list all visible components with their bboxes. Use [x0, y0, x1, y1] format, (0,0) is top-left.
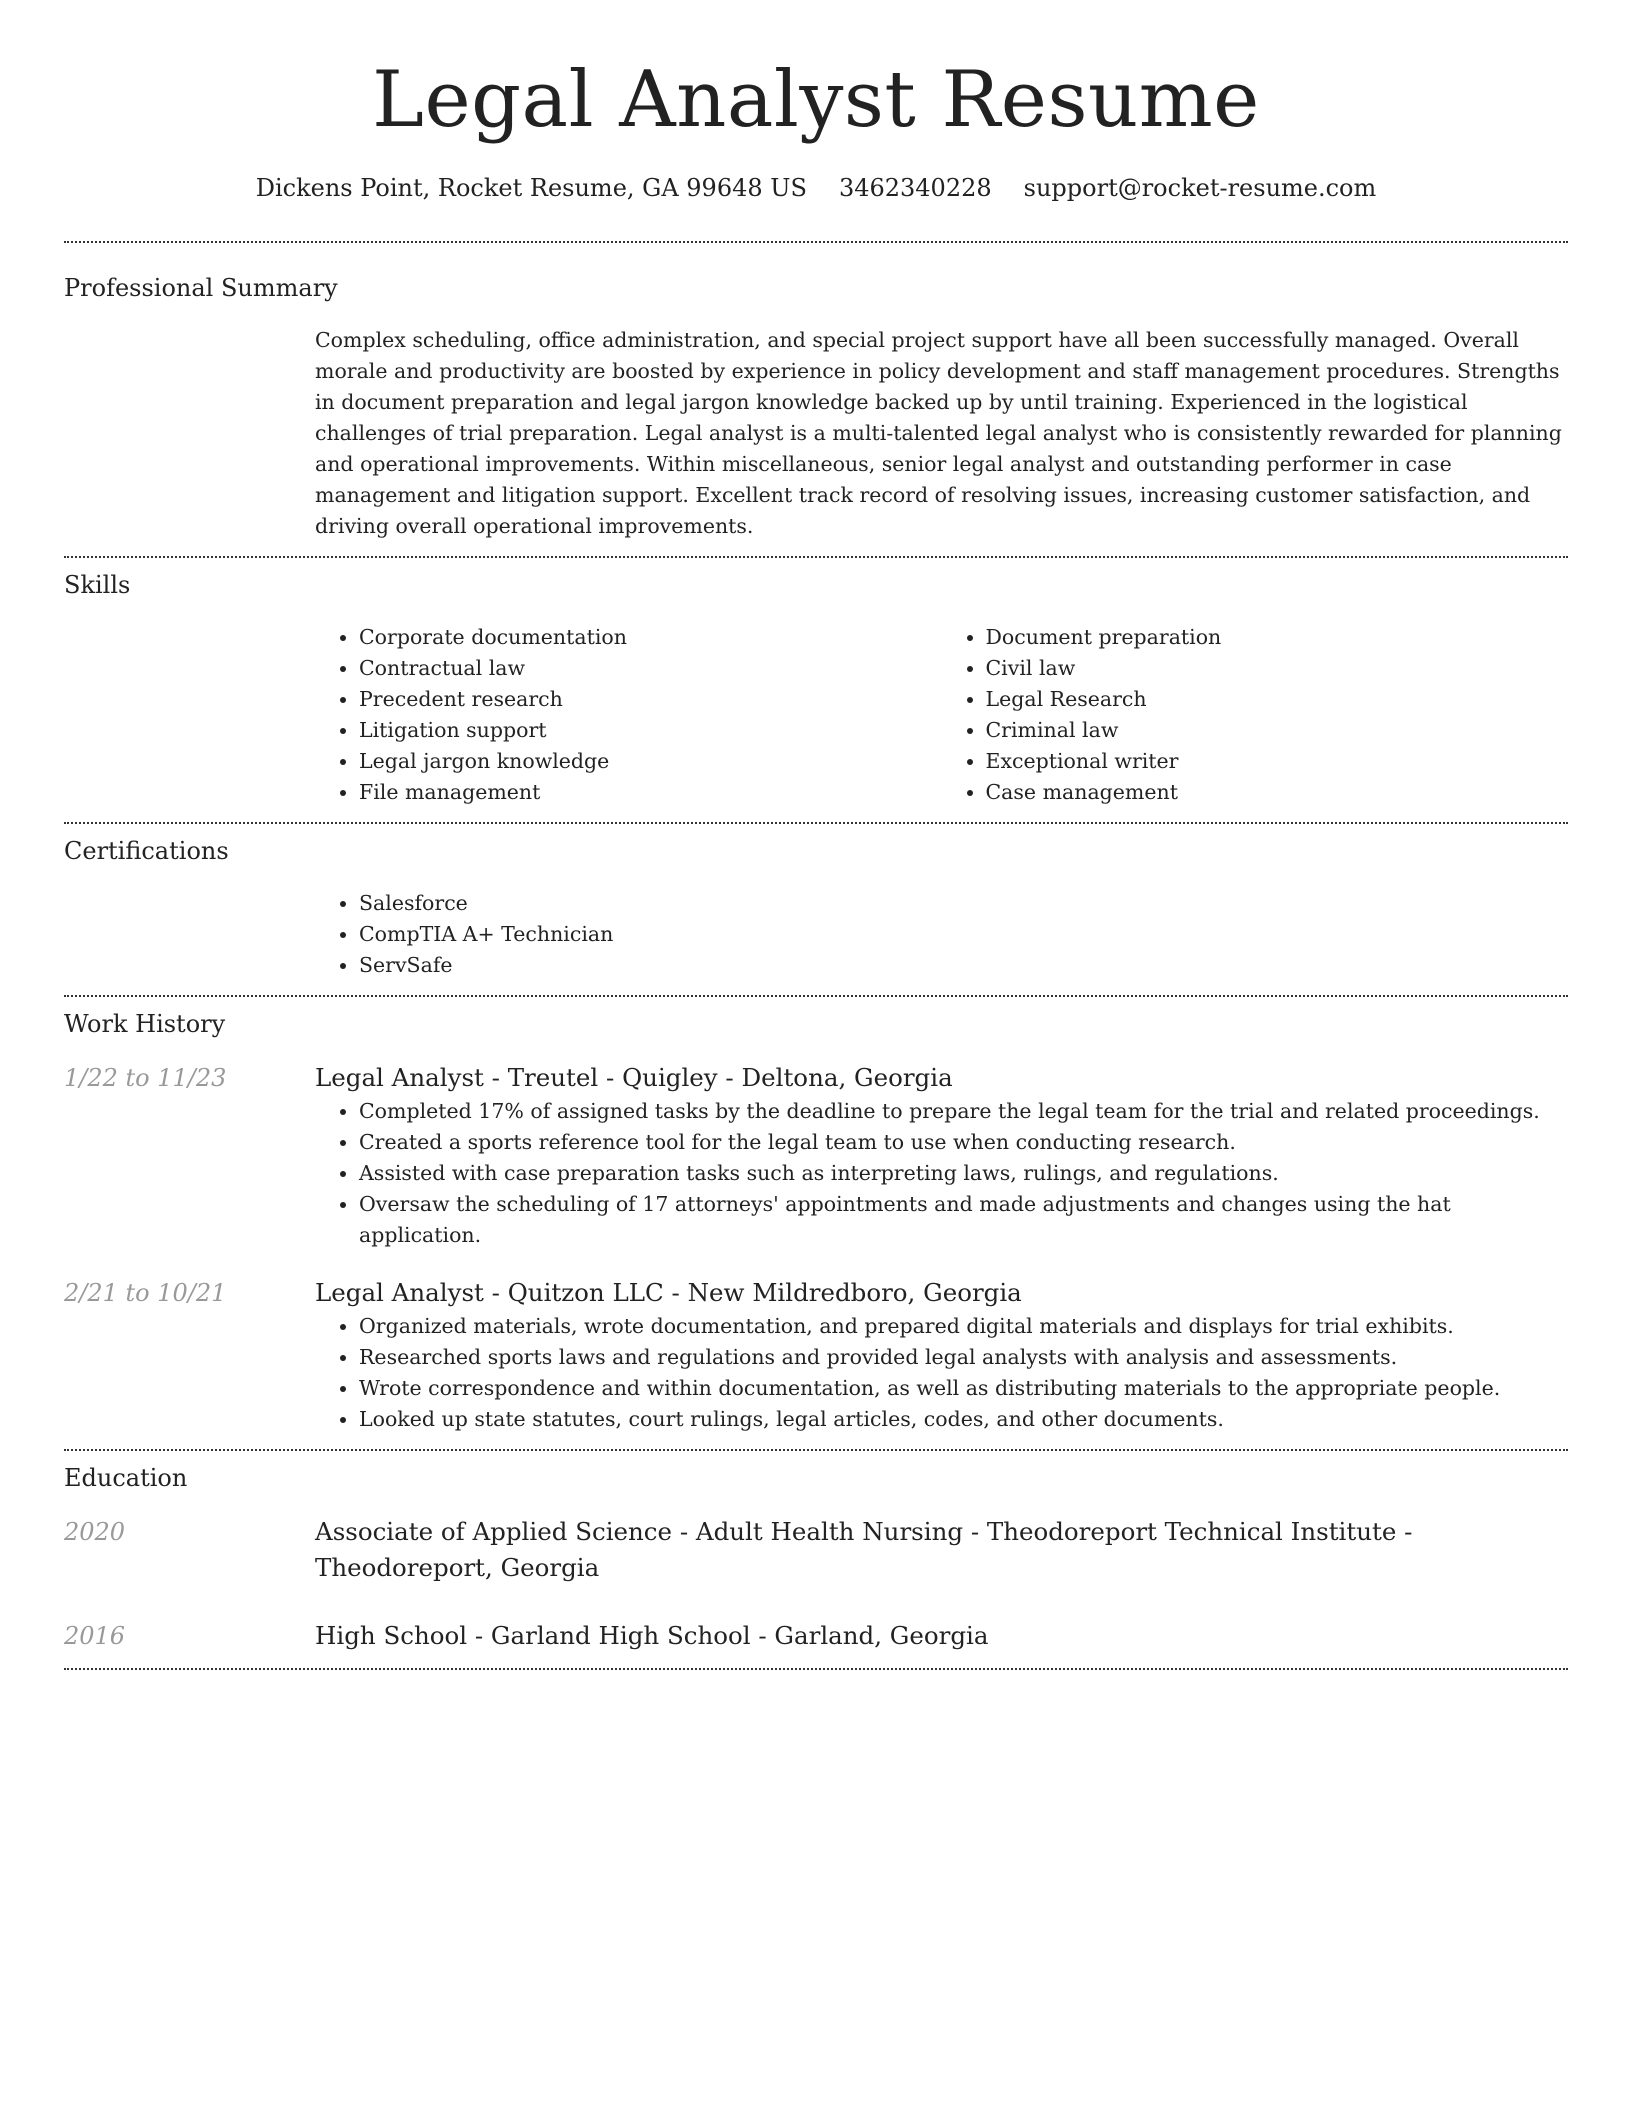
job-bullets	[315, 1096, 1568, 1251]
job-bullet: • Wrote correspondence and within documentation, as well as distributing materials to the appropriate people.	[359, 1373, 1568, 1404]
education-heading: High School - Garland High School - Garland, Georgia	[315, 1621, 989, 1650]
education-title: Education	[64, 1464, 188, 1492]
skills-list-right	[942, 622, 1569, 808]
education-entry	[64, 1618, 1568, 1654]
job-entry	[64, 1060, 1568, 1251]
skill-item: • Criminal law	[986, 715, 1569, 746]
work-history-section	[64, 997, 1568, 1449]
job-bullet: • Assisted with case preparation tasks such as interpreting laws, rulings, and regulations.	[359, 1158, 1568, 1189]
work-history-title: Work History	[64, 1010, 226, 1038]
certification-item: • CompTIA A+ Technician	[359, 919, 1568, 950]
job-bullet: • Looked up state statutes, court rulings, legal articles, codes, and other documents.	[359, 1404, 1568, 1435]
skill-item: • Exceptional writer	[986, 746, 1569, 777]
education-heading: Associate of Applied Science - Adult Health Nursing - Theodoreport Technical Institute - Theodoreport, Georgia	[315, 1517, 1413, 1582]
summary-section	[64, 243, 1568, 556]
education-section	[64, 1451, 1568, 1668]
skills-list-left	[315, 622, 942, 808]
summary-title: Professional Summary	[64, 274, 338, 302]
contact-address: Dickens Point, Rocket Resume, GA 99648 US	[255, 174, 807, 202]
job-dates: 2/21 to 10/21	[64, 1279, 227, 1307]
certifications-list	[315, 888, 1568, 981]
skill-item: • Corporate documentation	[359, 622, 942, 653]
skill-item: • Case management	[986, 777, 1569, 808]
certification-item: • Salesforce	[359, 888, 1568, 919]
job-dates: 1/22 to 11/23	[64, 1064, 227, 1092]
job-bullet: • Completed 17% of assigned tasks by the deadline to prepare the legal team for the trial and related proceedings.	[359, 1096, 1568, 1127]
job-heading: Legal Analyst - Treutel - Quigley - Deltona, Georgia	[315, 1063, 953, 1092]
job-bullet: • Oversaw the scheduling of 17 attorneys' appointments and made adjustments and changes using the hat application.	[359, 1189, 1568, 1251]
skills-section	[64, 558, 1568, 822]
skill-item: • Legal Research	[986, 684, 1569, 715]
contact-info	[64, 172, 1568, 204]
skill-item: • Legal jargon knowledge	[359, 746, 942, 777]
skill-item: • Litigation support	[359, 715, 942, 746]
resume-page	[64, 0, 1568, 1670]
job-bullet: • Organized materials, wrote documentation, and prepared digital materials and displays for trial exhibits.	[359, 1311, 1568, 1342]
job-bullet: • Researched sports laws and regulations and provided legal analysts with analysis and assessments.	[359, 1342, 1568, 1373]
skill-item: • Document preparation	[986, 622, 1569, 653]
education-entry	[64, 1514, 1568, 1586]
skill-item: • Civil law	[986, 653, 1569, 684]
contact-email: support@rocket-resume.com	[1023, 174, 1377, 202]
skills-grid	[315, 622, 1568, 808]
skill-item: • File management	[359, 777, 942, 808]
certifications-title: Certifications	[64, 837, 229, 865]
job-bullets	[315, 1311, 1568, 1435]
job-entry	[64, 1275, 1568, 1435]
education-year: 2020	[64, 1518, 126, 1546]
section-divider	[64, 1668, 1568, 1670]
summary-text: Complex scheduling, office administration, and special project support have all been successfully managed. Overall morale and productivity are boosted by experience in policy development and staff management procedures. Strengths in document preparation and legal jargon knowledge backed up by until training. Experienced in the logistical challenges of trial preparation. Legal analyst is a multi-talented legal analyst who is consistently rewarded for planning and operational improvements. Within miscellaneous, senior legal analyst and outstanding performer in case management and litigation support. Excellent track record of resolving issues, increasing customer satisfaction, and driving overall operational improvements.	[315, 328, 1562, 538]
skills-title: Skills	[64, 571, 131, 599]
job-heading: Legal Analyst - Quitzon LLC - New Mildredboro, Georgia	[315, 1278, 1022, 1307]
contact-phone: 3462340228	[838, 174, 992, 202]
certification-item: • ServSafe	[359, 950, 1568, 981]
skill-item: • Contractual law	[359, 653, 942, 684]
education-year: 2016	[64, 1622, 126, 1650]
resume-title: Legal Analyst Resume	[372, 55, 1260, 145]
skill-item: • Precedent research	[359, 684, 942, 715]
job-bullet: • Created a sports reference tool for the legal team to use when conducting research.	[359, 1127, 1568, 1158]
certifications-section	[64, 824, 1568, 995]
